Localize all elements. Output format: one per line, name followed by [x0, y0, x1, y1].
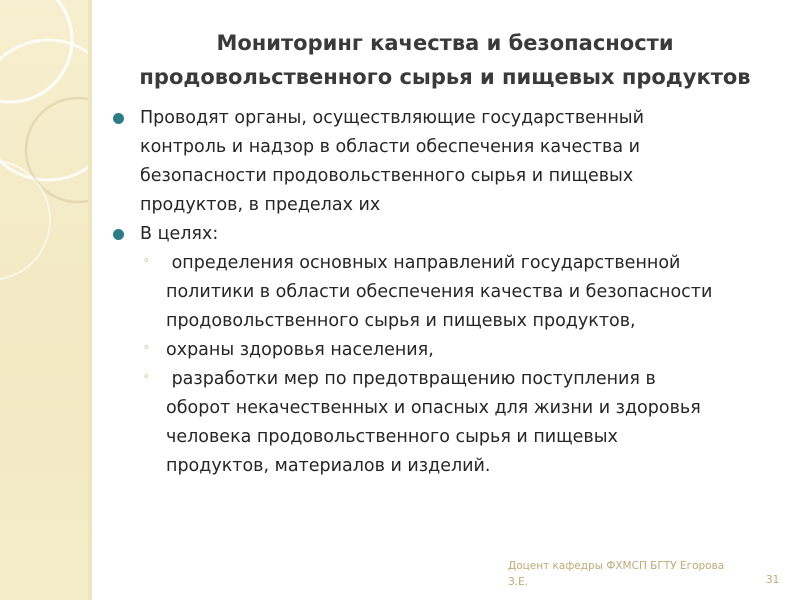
- sub-bullet-line: продуктов, материалов и изделий.: [166, 456, 491, 476]
- slide-footer: [508, 558, 758, 590]
- bullet-line: В целях:: [140, 224, 219, 244]
- footer-line: З.Е.: [508, 576, 529, 588]
- sub-bullet-line: определения основных направлений государственной: [166, 253, 681, 273]
- bullet-line: контроль и надзор в области обеспечения качества и: [140, 137, 641, 157]
- bullet-line: продуктов, в пределах их: [140, 195, 381, 215]
- bullet-line: Проводят органы, осуществляющие государственный: [140, 108, 644, 128]
- sub-bullet-line: охраны здоровья населения,: [166, 340, 434, 360]
- bullet-dot-icon: [113, 229, 124, 240]
- band-edge: [88, 0, 92, 600]
- title-line: продовольственного сырья и пищевых продуктов: [139, 65, 751, 89]
- bullet-item: [112, 104, 782, 220]
- sub-bullet-item: [112, 365, 782, 481]
- decorative-circles: [0, 0, 88, 600]
- title-line: Мониторинг качества и безопасности: [216, 31, 674, 55]
- slide-title: [100, 26, 790, 94]
- decorative-left-band: [0, 0, 88, 600]
- sub-bullet-line: политики в области обеспечения качества и безопасности: [166, 282, 713, 302]
- sub-bullet-line: разработки мер по предотвращению поступления в: [166, 369, 656, 389]
- sub-bullet-circle-icon: ◦: [143, 370, 150, 383]
- sub-bullet-line: оборот некачественных и опасных для жизни и здоровья: [166, 398, 701, 418]
- bullet-line: безопасности продовольственного сырья и пищевых: [140, 166, 634, 186]
- bullet-dot-icon: [113, 113, 124, 124]
- footer-line: Доцент кафедры ФХМСП БГТУ Егорова: [508, 560, 725, 572]
- sub-bullet-line: человека продовольственного сырья и пищевых: [166, 427, 618, 447]
- page-number: 31: [766, 574, 780, 586]
- sub-bullet-circle-icon: ◦: [143, 254, 150, 267]
- sub-bullet-circle-icon: ◦: [143, 341, 150, 354]
- sub-bullet-item: [112, 336, 782, 365]
- sub-bullet-item: [112, 249, 782, 336]
- slide-content: [112, 104, 782, 481]
- sub-bullet-line: продовольственного сырья и пищевых продуктов,: [166, 311, 636, 331]
- bullet-item: [112, 220, 782, 249]
